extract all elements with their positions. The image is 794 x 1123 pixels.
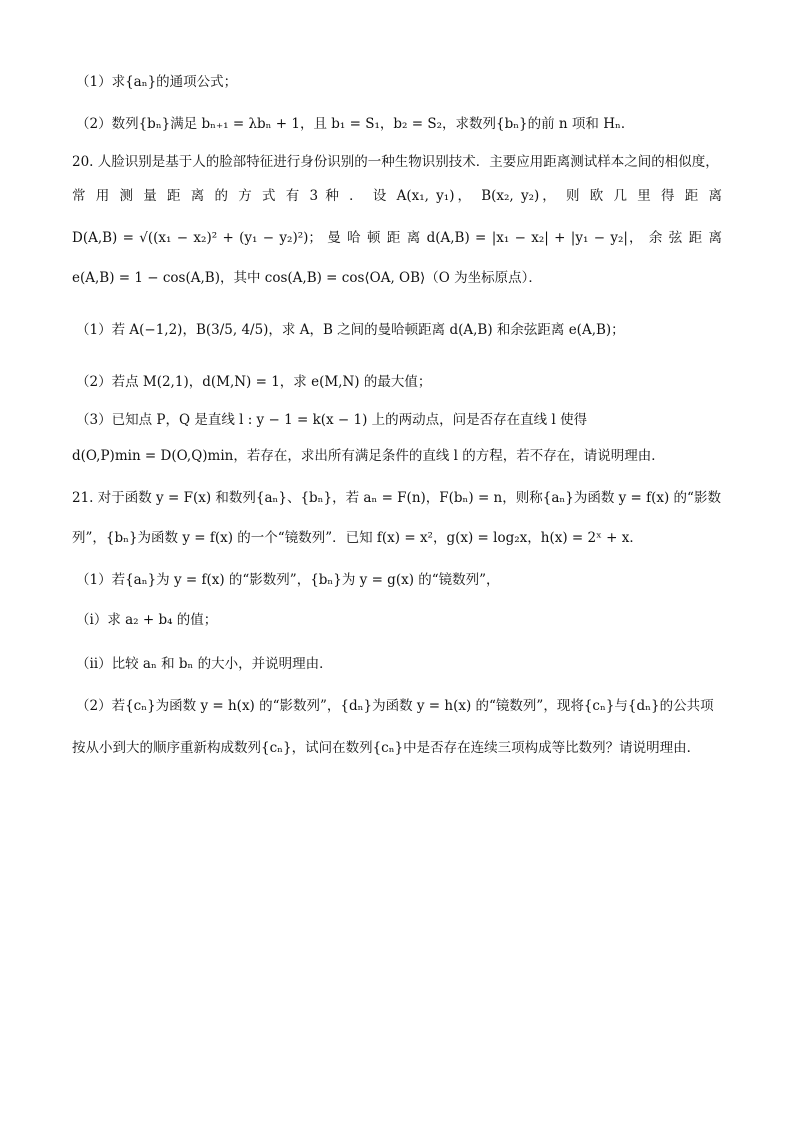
problem-text-line: （ⅰ）求 a₂ + b₄ 的值； [76,612,218,628]
problem-text-line: d(O,P)min = D(O,Q)min，若存在，求出所有满足条件的直线 l 的方程，若不存在，请说明理由． [72,448,665,464]
problem-text-line: 按从小到大的顺序重新构成数列{cₙ}，试问在数列{cₙ}中是否存在连续三项构成等比数列？请说明理由． [72,740,701,756]
problem-text-line: 20. 人脸识别是基于人的脸部特征进行身份识别的一种生物识别技术．主要应用距离测试样本之间的相似度， [72,154,719,170]
problem-text-line: （2）若{cₙ}为函数 y = h(x) 的“影数列”，{dₙ}为函数 y = h(x) 的“镜数列”，现将{cₙ}与{dₙ}的公共项 [76,698,714,714]
problem-text-line: 常 用 测 量 距 离 的 方 式 有 3 种 ． 设 A(x₁, y₁)， B(x₂, y₂)， 则 欧 几 里 得 距 离 [72,188,722,204]
problem-text-line: e(A,B) = 1 − cos(A,B)，其中 cos(A,B) = cos⟨OA, OB⟩（O 为坐标原点）． [72,270,542,286]
problem-text-line: 列”，{bₙ}为函数 y = f(x) 的一个“镜数列”．已知 f(x) = x²，g(x) = log₂x，h(x) = 2ˣ + x． [72,530,643,546]
problem-text-line: （2）若点 M(2,1)，d(M,N) = 1，求 e(M,N) 的最大值； [76,374,432,390]
problem-text-line: D(A,B) = √((x₁ − x₂)² + (y₁ − y₂)²)； 曼 哈 顿 距 离 d(A,B) = |x₁ − x₂| + |y₁ − y₂|， 余 弦 距 离 [72,230,722,246]
problem-text-line: （1）若{aₙ}为 y = f(x) 的“影数列”，{bₙ}为 y = g(x) 的“镜数列”， [76,572,500,588]
problem-text-line: （3）已知点 P，Q 是直线 l : y − 1 = k(x − 1) 上的两动点，问是否存在直线 l 使得 [76,412,588,428]
problem-text-line: （2）数列{bₙ}满足 bₙ₊₁ = λbₙ + 1，且 b₁ = S₁，b₂ = S₂，求数列{bₙ}的前 n 项和 Hₙ． [76,116,635,132]
problem-text-line: （ⅱ）比较 aₙ 和 bₙ 的大小，并说明理由． [76,656,333,672]
problem-text-line: （1）求{aₙ}的通项公式； [76,74,238,90]
problem-text-line: （1）若 A(−1,2)，B(3/5, 4/5)，求 A，B 之间的曼哈顿距离 d(A,B) 和余弦距离 e(A,B)； [76,322,625,338]
problem-text-line: 21. 对于函数 y = F(x) 和数列{aₙ}、{bₙ}，若 aₙ = F(n)，F(bₙ) = n，则称{aₙ}为函数 y = f(x) 的“影数 [72,490,721,506]
